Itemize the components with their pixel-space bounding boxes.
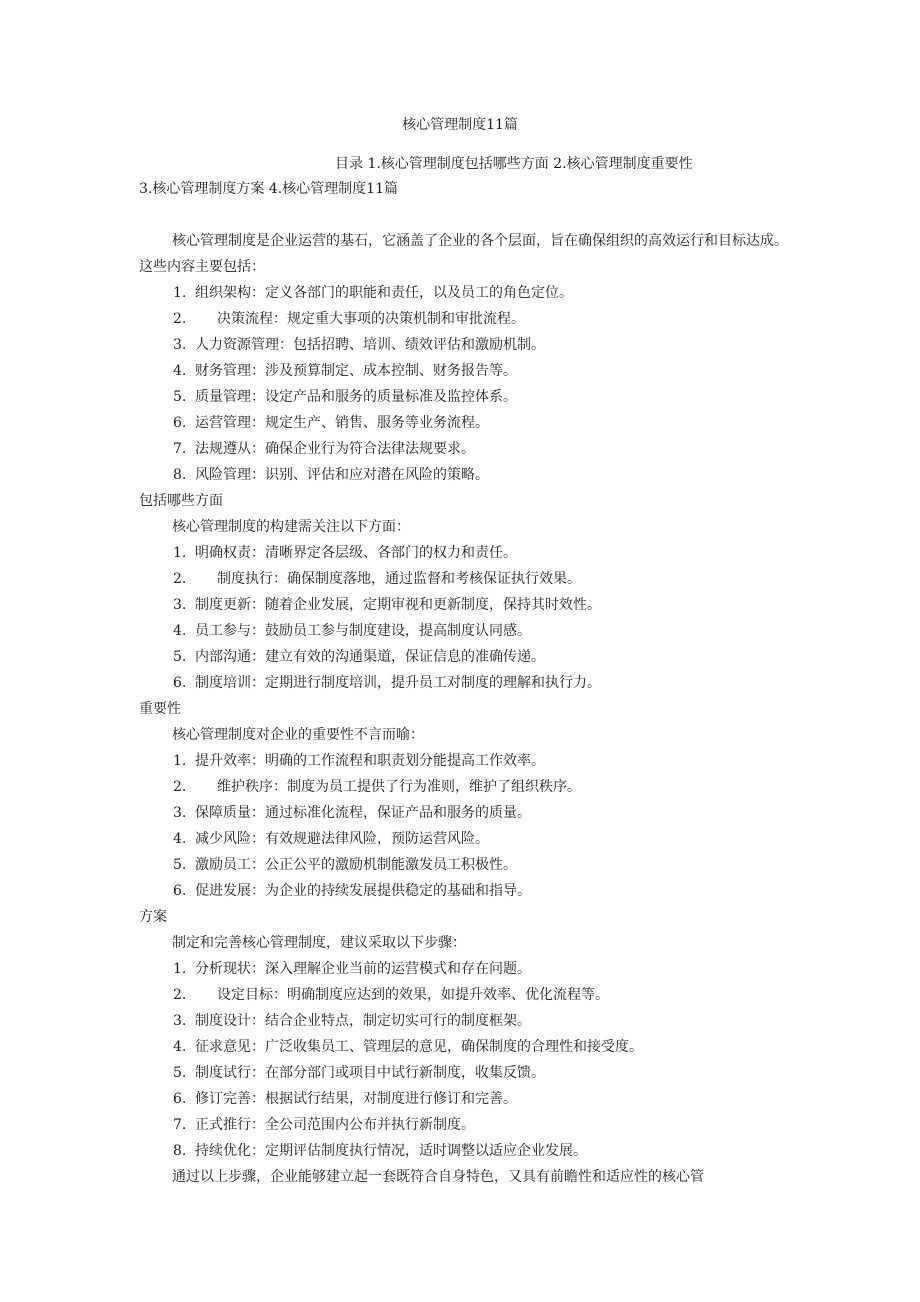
list-item: 6. 修订完善：根据试行结果，对制度进行修订和完善。 xyxy=(173,1091,517,1107)
list-item: 7. 法规遵从：确保企业行为符合法律法规要求。 xyxy=(173,441,475,457)
list-item: 6. 制度培训：定期进行制度培训，提升员工对制度的理解和执行力。 xyxy=(173,675,601,691)
list-item: 1. 组织架构：定义各部门的职能和责任，以及员工的角色定位。 xyxy=(173,285,573,301)
list-item: 3. 制度更新：随着企业发展，定期审视和更新制度，保持其时效性。 xyxy=(173,597,601,613)
list-item: 2. 制度执行：确保制度落地，通过监督和考核保证执行效果。 xyxy=(173,571,581,587)
toc-entry[interactable]: 2.核心管理制度重要性 xyxy=(553,156,693,172)
list-item: 2. 决策流程：规定重大事项的决策机制和审批流程。 xyxy=(173,311,525,327)
list-item: 1. 分析现状：深入理解企业当前的运营模式和存在问题。 xyxy=(173,961,531,977)
list-item: 3. 人力资源管理：包括招聘、培训、绩效评估和激励机制。 xyxy=(173,337,545,353)
list-item: 4. 减少风险：有效规避法律风险，预防运营风险。 xyxy=(173,831,489,847)
list-item: 6. 运营管理：规定生产、销售、服务等业务流程。 xyxy=(173,415,489,431)
section-lead: 核心管理制度对企业的重要性不言而喻： xyxy=(172,727,424,743)
list-item: 8. 持续优化：定期评估制度执行情况，适时调整以适应企业发展。 xyxy=(173,1143,587,1159)
list-item: 4. 员工参与：鼓励员工参与制度建设，提高制度认同感。 xyxy=(173,623,531,639)
list-item: 5. 制度试行：在部分部门或项目中试行新制度，收集反馈。 xyxy=(173,1065,545,1081)
list-item: 6. 促进发展：为企业的持续发展提供稳定的基础和指导。 xyxy=(173,883,531,899)
section-lead: 核心管理制度的构建需关注以下方面： xyxy=(172,519,410,535)
closing-paragraph: 通过以上步骤，企业能够建立起一套既符合自身特色，又具有前瞻性和适应性的核心管 xyxy=(172,1169,704,1185)
list-item: 7. 正式推行：全公司范围内公布并执行新制度。 xyxy=(173,1117,475,1133)
list-item: 1. 提升效率：明确的工作流程和职责划分能提高工作效率。 xyxy=(173,753,545,769)
document-body xyxy=(139,228,789,1190)
section-heading: 包括哪些方面 xyxy=(139,493,223,509)
intro-list xyxy=(139,280,789,488)
section-heading: 重要性 xyxy=(139,701,181,717)
list-item: 3. 保障质量：通过标准化流程，保证产品和服务的质量。 xyxy=(173,805,531,821)
toc-entry[interactable]: 1.核心管理制度包括哪些方面 xyxy=(367,156,549,172)
toc-entry[interactable]: 4.核心管理制度11篇 xyxy=(268,181,398,197)
list-item: 2. 设定目标：明确制度应达到的效果，如提升效率、优化流程等。 xyxy=(173,987,609,1003)
table-of-contents xyxy=(139,152,789,202)
intro-paragraph: 核心管理制度是企业运营的基石，它涵盖了企业的各个层面，旨在确保组织的高效运行和目标达成。这些内容主要包括： xyxy=(139,233,788,275)
list-item: 1. 明确权责：清晰界定各层级、各部门的权力和责任。 xyxy=(173,545,517,561)
list-item: 5. 质量管理：设定产品和服务的质量标准及监控体系。 xyxy=(173,389,517,405)
list-item: 3. 制度设计：结合企业特点，制定切实可行的制度框架。 xyxy=(173,1013,531,1029)
list-item: 8. 风险管理：识别、评估和应对潜在风险的策略。 xyxy=(173,467,489,483)
document-title: 核心管理制度11篇 xyxy=(402,117,518,133)
section-heading: 方案 xyxy=(139,909,167,925)
toc-label: 目录 xyxy=(335,156,363,172)
list-item: 2. 维护秩序：制度为员工提供了行为准则，维护了组织秩序。 xyxy=(173,779,581,795)
list-item: 4. 征求意见：广泛收集员工、管理层的意见，确保制度的合理性和接受度。 xyxy=(173,1039,643,1055)
toc-entry[interactable]: 3.核心管理制度方案 xyxy=(139,181,265,197)
section-lead: 制定和完善核心管理制度，建议采取以下步骤： xyxy=(172,935,466,951)
list-item: 5. 激励员工：公正公平的激励机制能激发员工积极性。 xyxy=(173,857,517,873)
list-item: 5. 内部沟通：建立有效的沟通渠道，保证信息的准确传递。 xyxy=(173,649,545,665)
list-item: 4. 财务管理：涉及预算制定、成本控制、财务报告等。 xyxy=(173,363,517,379)
